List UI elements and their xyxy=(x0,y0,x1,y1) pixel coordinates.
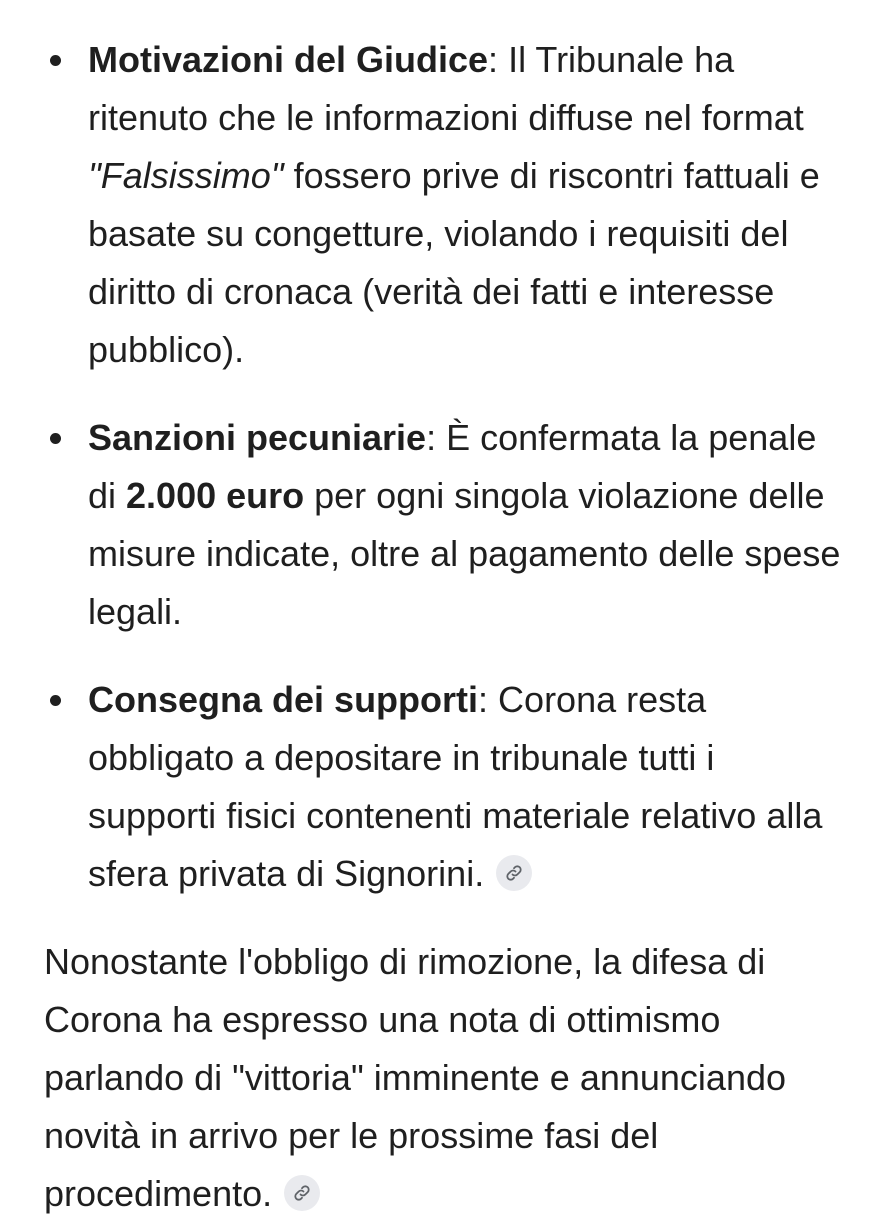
bullet-list xyxy=(44,31,845,903)
bullet-separator: : xyxy=(478,679,499,720)
bullet-dot xyxy=(50,695,61,706)
bullet-text: Il Tribunale ha ritenuto che le informazioni diffuse nel format xyxy=(88,39,804,138)
bullet-text: È confermata la penale di xyxy=(88,417,817,516)
bullet-text-continued: fossero prive di riscontri fattuali e basate su congetture, violando i requisiti del diritto di cronaca (verità dei fatti e interesse pubblico). xyxy=(88,155,820,370)
bullet-text-continued: per ogni singola violazione delle misure indicate, oltre al pagamento delle spese legali. xyxy=(88,475,841,632)
closing-paragraph xyxy=(44,933,845,1223)
bullet-italic-text: "Falsissimo" xyxy=(88,155,284,196)
list-item-motivazioni xyxy=(44,31,845,379)
list-item-consegna xyxy=(44,671,845,903)
bullet-separator: : xyxy=(426,417,447,458)
source-link-button[interactable] xyxy=(496,855,532,891)
bullet-dot xyxy=(50,433,61,444)
bullet-separator: : xyxy=(488,39,509,80)
bullet-title: Consegna dei supporti xyxy=(88,679,479,720)
bullet-bold-amount: 2.000 euro xyxy=(126,475,305,516)
paragraph-text: Nonostante l'obbligo di rimozione, la difesa di Corona ha espresso una nota di ottimismo parlando di "vittoria" imminente e annunciando novità in arrivo per le prossime fasi del procedimento. xyxy=(44,941,787,1214)
bullet-text: Corona resta obbligato a depositare in tribunale tutti i supporti fisici contenenti materiale relativo alla sfera privata di Signorini. xyxy=(88,679,823,894)
list-item-sanzioni xyxy=(44,409,845,641)
bullet-title: Sanzioni pecuniarie xyxy=(88,417,427,458)
link-icon xyxy=(505,864,523,882)
bullet-dot xyxy=(50,55,61,66)
bullet-title: Motivazioni del Giudice xyxy=(88,39,489,80)
source-link-button[interactable] xyxy=(284,1175,320,1211)
